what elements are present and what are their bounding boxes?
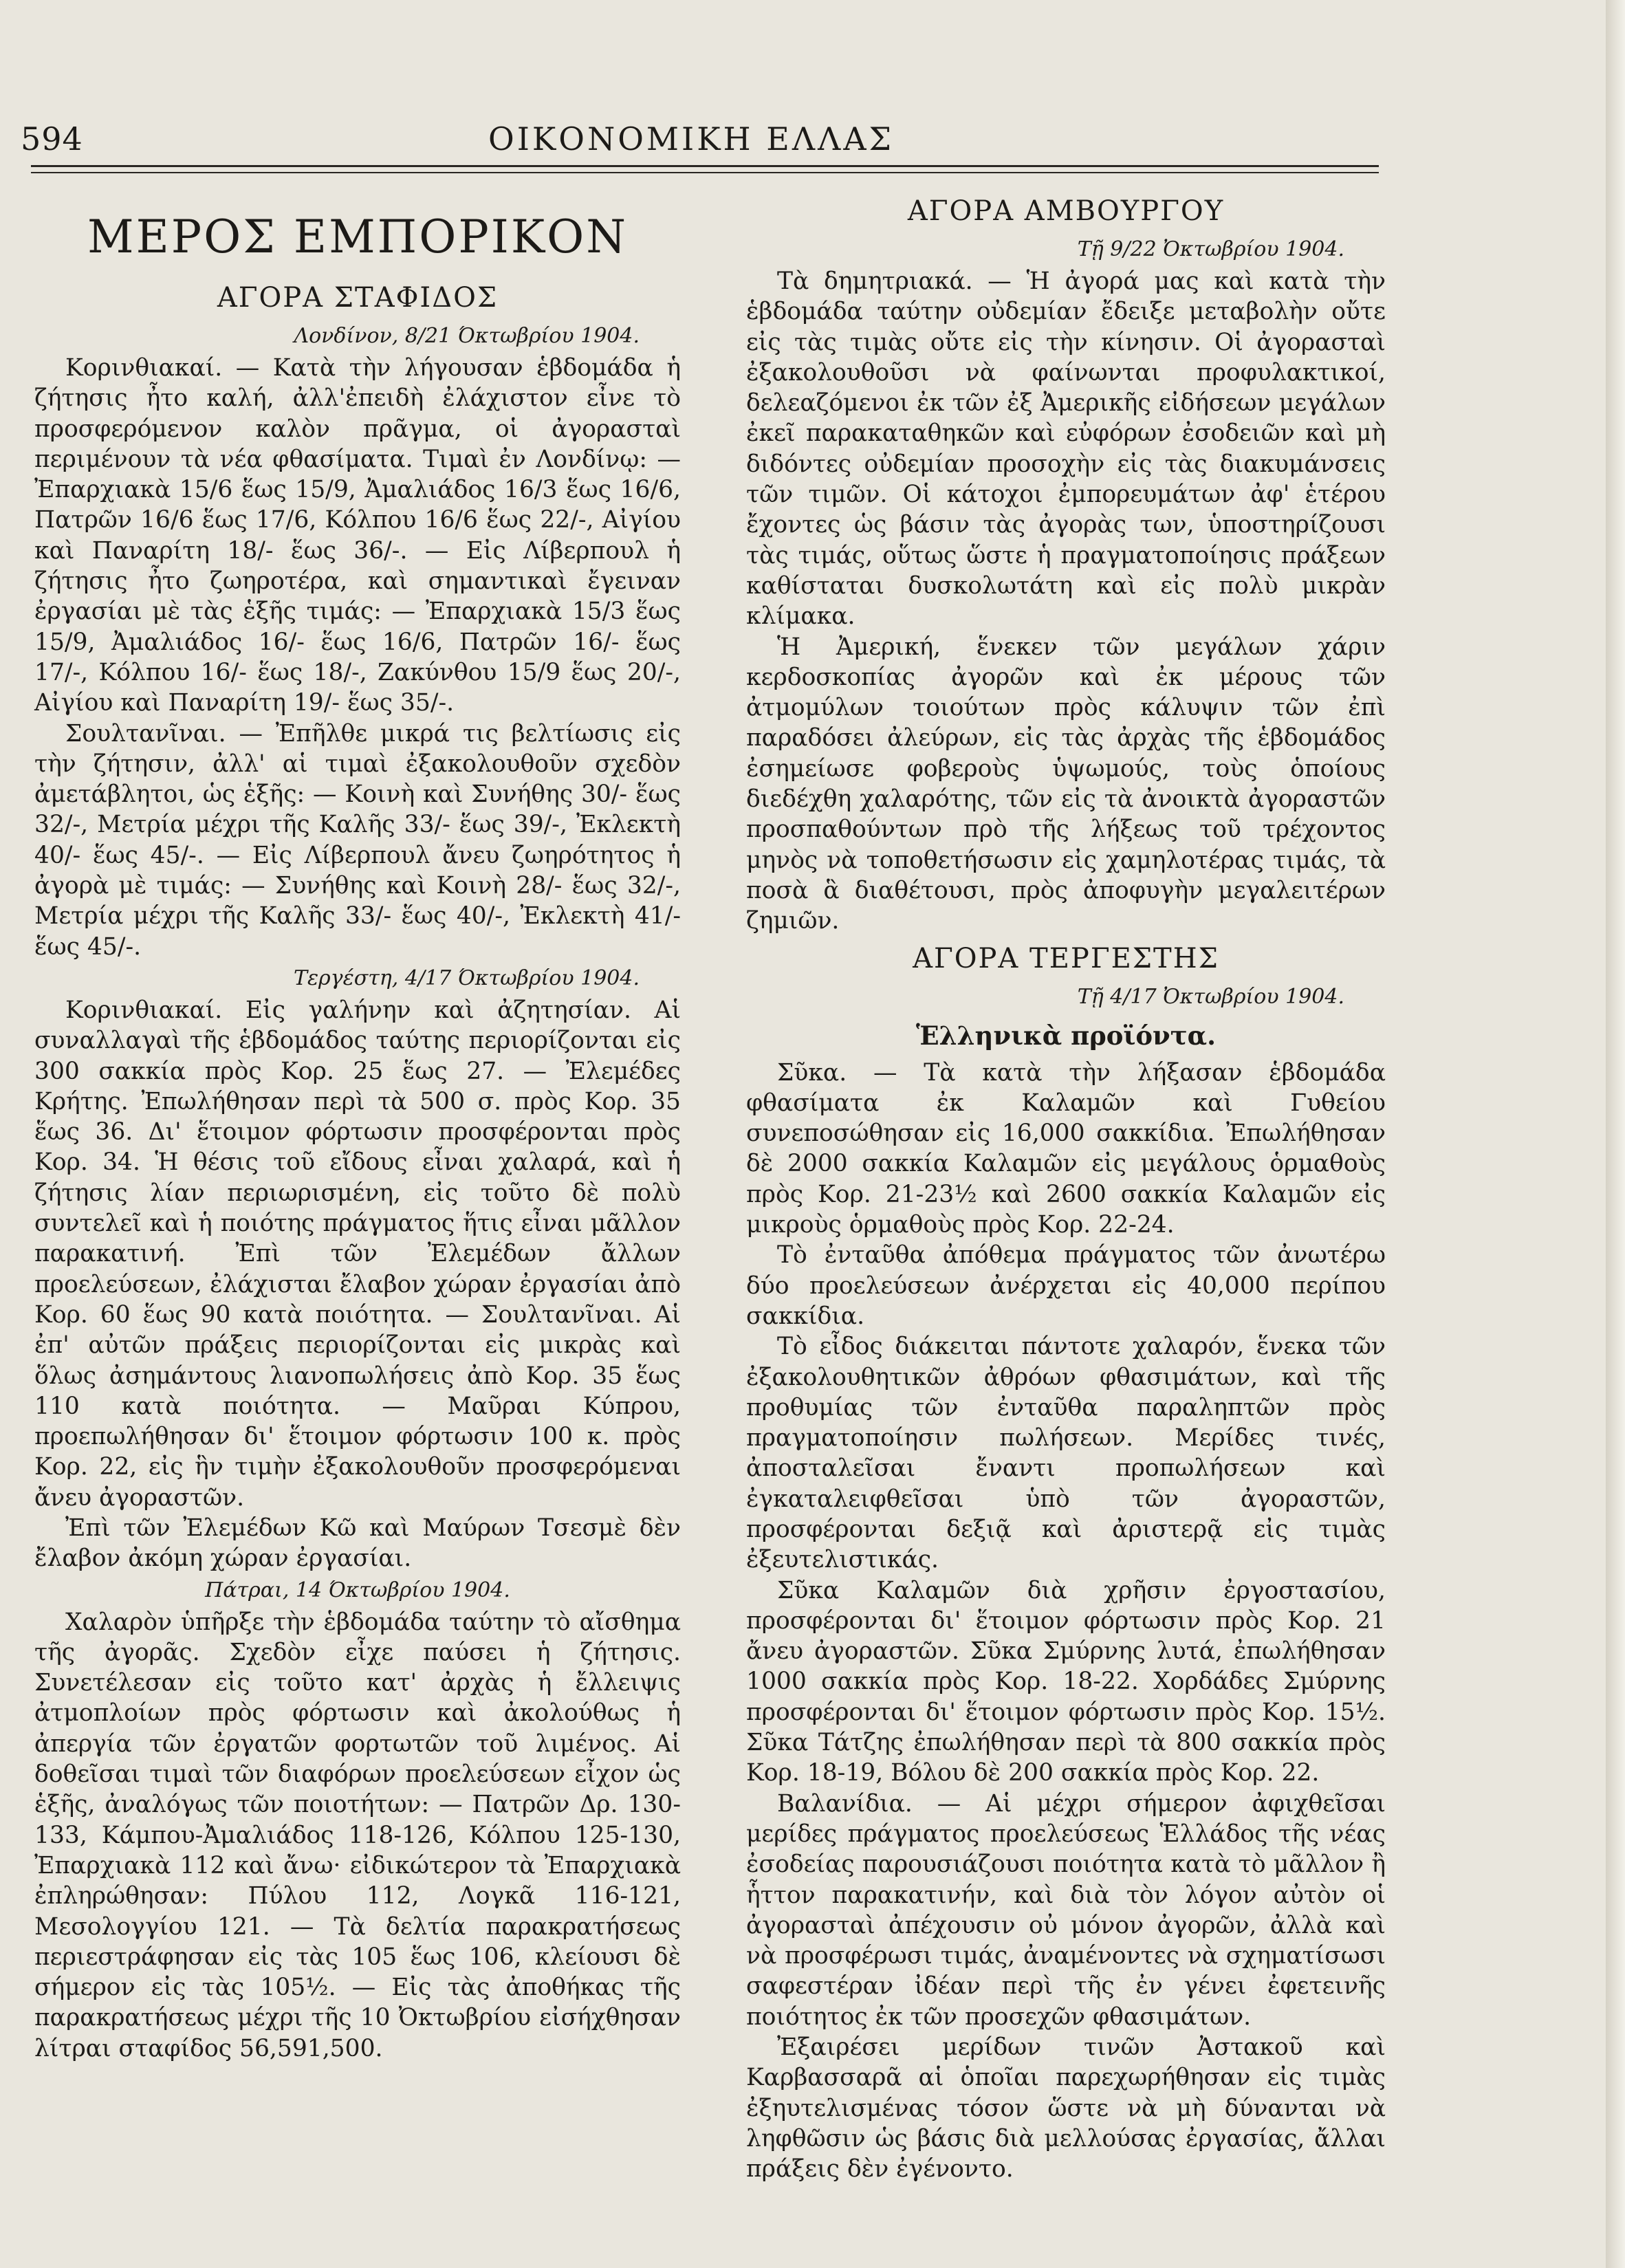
running-head: ΟΙΚΟΝΟΜΙΚΗ ΕΛΛΑΣ	[488, 120, 895, 157]
paragraph-valonia: Βαλανίδια. — Αἱ μέχρι σήμερον ἀφιχθεῖσαι μερίδες πράγματος προελεύσεως Ἑλλάδος τῆς νέας ἐσοδείας παρουσιάζουσι ποιότητα κατὰ τὸ μᾶλλον ἢ ἧττον παρακατινήν, καὶ διὰ τὸν λόγον αὐτὸν οἱ ἀγορασταὶ ἀπέχουσιν οὐ μόνον ἀγορῶν, ἀλλὰ καὶ νὰ προσφέρωσι τιμάς, ἀναμένοντες νὰ σχηματίσωσι σαφεστέραν ἰδέαν περὶ τῆς ἐν γένει ἐφετεινῆς ποιότητος ἐκ τῶν προσεχῶν φθασιμάτων.	[746, 1789, 1386, 2031]
page-edge	[1606, 0, 1625, 2268]
section-title-hamburg-market: ΑΓΟΡΑ ΑΜΒΟΥΡΓΟΥ	[907, 195, 1225, 227]
paragraph-figs: Σῦκα. — Τὰ κατὰ τὴν λήξασαν ἑβδομάδα φθασίματα ἐκ Καλαμῶν καὶ Γυθείου συνεποσώθησαν εἰς 16,000 σακκίδια. Ἐπωλήθησαν δὲ 2000 σακκία Καλαμῶν εἰς μεγάλους ὁρμαθοὺς πρὸς Κορ. 21-23½ καὶ 2600 σακκία Καλαμῶν εἰς μικροὺς ὁρμαθοὺς πρὸς Κορ. 22-24.	[746, 1058, 1386, 1239]
header-rule-secondary	[31, 172, 1379, 173]
dateline-trieste: Τεργέστη, 4/17 Όκτωβρίου 1904.	[293, 966, 640, 990]
paragraph-valonia-exceptions: Ἐξαιρέσει μερίδων τινῶν Ἀστακοῦ καὶ Καρβασσαρᾶ αἱ ὁποῖαι παρεχωρήθησαν εἰς τιμὰς ἐξηυτελισμένας τόσον ὥστε νὰ μὴ δύνανται νὰ ληφθῶσιν ὡς βάσις διὰ μελλούσας ἐργασίας, ἄλλαι πράξεις δὲν ἐγένοντο.	[746, 2033, 1386, 2183]
paragraph-cereals: Τὰ δημητριακά. — Ἡ ἀγορά μας καὶ κατὰ τὴν ἑβδομάδα ταύτην οὐδεμίαν ἔδειξε μεταβολὴν οὔτε εἰς τὰς τιμὰς οὔτε εἰς τὴν κίνησιν. Οἱ ἀγορασταὶ ἐξακολουθοῦσι νὰ φαίνωνται προφυλακτικοί, δελεαζόμενοι ἐκ τῶν ἐξ Ἀμερικῆς εἰδήσεων μεγάλων ἐκεῖ παρακαταθηκῶν καὶ εὐφόρων ἐσοδειῶν καὶ μὴ διδόντες οὐδεμίαν προσοχὴν εἰς τὰς διακυμάνσεις τῶν τιμῶν. Οἱ κάτοχοι ἐμπορευμάτων ἀφ' ἑτέρου ἔχοντες ὡς βάσιν τὰς ἀγορὰς των, ὑποστηρίζουσι τὰς τιμάς, οὕτως ὥστε ἡ πραγματοποίησις πράξεων καθίσταται δυσκολωτάτη καὶ εἰς πολὺ μικρὰν κλίμακα.	[746, 268, 1386, 631]
right-column	[746, 189, 1386, 2185]
paragraph-elemedes-kos: Ἐπὶ τῶν Ἐλεμέδων Κῶ καὶ Μαύρων Τσεσμὲ δὲν ἔλαβον ἀκόμη χώραν ἐργασίαι.	[34, 1514, 681, 1573]
dateline-trieste-right: Τῇ 4/17 Ὀκτωβρίου 1904.	[1077, 984, 1344, 1009]
paragraph-america: Ἡ Ἀμερική, ἕνεκεν τῶν μεγάλων χάριν κερδοσκοπίας ἀγορῶν καὶ ἐκ μέρους τῶν ἀτμομύλων τοιούτων πρὸς κάλυψιν τῶν ἐπὶ παραδόσει ἀλεύρων, εἰς τὰς ἀρχὰς τῆς ἑβδομάδος ἐσημείωσε φοβεροὺς ὑψωμούς, τοὺς ὁποίους διεδέχθη χαλαρότης, τῶν εἰς τὰ ἀνοικτὰ ἀγοραστῶν προσπαθούντων πρὸ τῆς λήξεως τοῦ τρέχοντος μηνὸς νὰ τοποθετήσωσιν εἰς χαμηλοτέρας τιμάς, τὰ ποσὰ ἃ διαθέτουσι, πρὸς ἀποφυγὴν μεγαλειτέρων ζημιῶν.	[746, 633, 1386, 935]
part-title: ΜΕΡΟΣ ΕΜΠΟΡΙΚΟΝ	[87, 210, 628, 263]
dateline-patras: Πάτραι, 14 Όκτωβρίου 1904.	[205, 1578, 510, 1602]
paragraph-sultanas-london: Σουλτανῖναι. — Ἐπῆλθε μικρά τις βελτίωσις εἰς τὴν ζήτησιν, ἀλλ' αἱ τιμαὶ ἐξακολουθοῦν σχεδὸν ἀμετάβλητοι, ὡς ἑξῆς: — Κοινὴ καὶ Συνήθης 30/- ἕως 32/-, Μετρία μέχρι τῆς Καλῆς 33/- ἕως 39/-, Ἐκλεκτὴ 40/- ἕως 45/-. — Εἰς Λίβερπουλ ἄνευ ζωηρότητος ἡ ἀγορὰ μὲ τιμάς: — Συνήθης καὶ Κοινὴ 28/- ἕως 32/-, Μετρία μέχρι τῆς Καλῆς 33/- ἕως 40/-, Ἐκλεκτὴ 41/- ἕως 45/-.	[34, 719, 681, 961]
paragraph-currants-trieste: Κορινθιακαί. Εἰς γαλήνην καὶ ἀζητησίαν. Αἱ συναλλαγαὶ τῆς ἑβδομάδος ταύτης περιορίζονται εἰς 300 σακκία πρὸς Κορ. 25 ἕως 27. — Ἐλεμέδες Κρήτης. Ἐπωλήθησαν περὶ τὰ 500 σ. πρὸς Κορ. 35 ἕως 36. Δι' ἕτοιμον φόρτωσιν προσφέρονται πρὸς Κορ. 34. Ἡ θέσις τοῦ εἴδους εἶναι χαλαρά, καὶ ἡ ζήτησις λίαν περιωρισμένη, εἰς τοῦτο δὲ πολὺ συντελεῖ καὶ ἡ ποιότης πράγματος ἥτις εἶναι μᾶλλον παρακατινή. Ἐπὶ τῶν Ἐλεμέδων ἄλλων προελεύσεων, ἐλάχισται ἔλαβον χώραν ἐργασίαι ἀπὸ Κορ. 60 ἕως 90 κατὰ ποιότητα. — Σουλτανῖναι. Αἱ ἐπ' αὐτῶν πράξεις περιορίζονται εἰς μικρὰς καὶ ὅλως ἀσημάντους λιανοπωλήσεις ἀπὸ Κορ. 35 ἕως 110 κατὰ ποιότητα. — Μαῦραι Κύπρου, προεπωλήθησαν δι' ἕτοιμον φόρτωσιν 100 κ. πρὸς Κορ. 22, εἰς ἣν τιμὴν ἐξακολουθοῦν προσφερόμεναι ἄνευ ἀγοραστῶν.	[34, 996, 681, 1512]
page-header	[21, 120, 1382, 162]
paragraph-patras-market: Χαλαρὸν ὑπῆρξε τὴν ἑβδομάδα ταύτην τὸ αἴσθημα τῆς ἀγορᾶς. Σχεδὸν εἶχε παύσει ἡ ζήτησις. Συνετέλεσαν εἰς τοῦτο κατ' ἀρχὰς ἡ ἔλλειψις ἀτμοπλοίων πρὸς φόρτωσιν καὶ ἀκολούθως ἡ ἀπεργία τῶν ἐργατῶν φορτωτῶν τοῦ λιμένος. Αἱ δοθεῖσαι τιμαὶ τῶν διαφόρων προελεύσεων εἶχον ὡς ἑξῆς, ἀναλόγως τῶν ποιοτήτων: — Πατρῶν Δρ. 130-133, Κάμπου-Ἀμαλιάδος 118-126, Κόλπου 125-130, Ἐπαρχιακὰ 112 καὶ ἄνω· εἰδικώτερον τὰ Ἐπαρχιακὰ ἐπληρώθησαν: Πύλου 112, Λογκᾶ 116-121, Μεσολογγίου 121. — Τὰ δελτία παρακρατήσεως περιεστράφησαν εἰς τὰς 105 ἕως 106, κλείουσι δὲ σήμερον εἰς τὰς 105½. — Εἰς τὰς ἀποθήκας τῆς παρακρατήσεως μέχρι τῆς 10 Ὀκτωβρίου εἰσήχθησαν λίτραι σταφίδος 56,591,500.	[34, 1608, 681, 2062]
section-title-currant-market: ΑΓΟΡΑ ΣΤΑΦΙΔΟΣ	[217, 282, 499, 314]
subhead-greek-products: Ἑλληνικὰ προϊόντα.	[916, 1020, 1216, 1051]
paragraph-currants-london: Κορινθιακαί. — Κατὰ τὴν λήγουσαν ἑβδομάδα ἡ ζήτησις ἦτο καλή, ἀλλ'ἐπειδὴ ἐλάχιστον εἶνε τὸ προσφερόμενον καλὸν πρᾶγμα, οἱ ἀγορασταὶ περιμένουν τὰ νέα φθασίματα. Τιμαὶ ἐν Λονδίνῳ: — Ἐπαρχιακὰ 15/6 ἕως 15/9, Ἀμαλιάδος 16/3 ἕως 16/6, Πατρῶν 16/6 ἕως 17/6, Κόλπου 16/6 ἕως 22/-, Αἰγίου καὶ Παναρίτη 18/- ἕως 36/-. — Εἰς Λίβερπουλ ἡ ζήτησις ἦτο ζωηροτέρα, καὶ σημαντικαὶ ἔγειναν ἐργασίαι μὲ τὰς ἑξῆς τιμάς: — Ἐπαρχιακὰ 15/3 ἕως 15/9, Ἀμαλιάδος 16/- ἕως 16/6, Πατρῶν 16/- ἕως 17/-, Κόλπου 16/- ἕως 18/-, Ζακύνθου 15/9 ἕως 20/-, Αἰγίου καὶ Παναρίτη 19/- ἕως 35/-.	[34, 354, 681, 717]
page-number: 594	[21, 120, 83, 157]
section-title-trieste-market: ΑΓΟΡΑ ΤΕΡΓΕΣΤΗΣ	[913, 942, 1219, 974]
left-column	[34, 196, 681, 2064]
dateline-london: Λονδίνον, 8/21 Όκτωβρίου 1904.	[294, 324, 640, 348]
paragraph-figs-prices: Σῦκα Καλαμῶν διὰ χρῆσιν ἐργοστασίου, προσφέρονται δι' ἕτοιμον φόρτωσιν πρὸς Κορ. 21 ἄνευ ἀγοραστῶν. Σῦκα Σμύρνης λυτά, ἐπωλήθησαν 1000 σακκία πρὸς Κορ. 18-22. Χορδάδες Σμύρνης προσφέρονται δι' ἕτοιμον φόρτωσιν πρὸς Κορ. 15½. Σῦκα Τάτζης ἐπωλήθησαν περὶ τὰ 800 σακκία πρὸς Κορ. 18-19, Βόλου δὲ 200 σακκία πρὸς Κορ. 22.	[746, 1576, 1386, 1787]
dateline-hamburg: Τῇ 9/22 Ὀκτωβρίου 1904.	[1077, 237, 1344, 261]
paragraph-figs-market: Τὸ εἶδος διάκειται πάντοτε χαλαρόν, ἕνεκα τῶν ἐξακολουθητικῶν ἀθρόων φθασιμάτων, καὶ τῆς προθυμίας τῶν ἐνταῦθα παραληπτῶν πρὸς πραγματοποίησιν πωλήσεων. Μερίδες τινές, ἀποσταλεῖσαι ἔναντι προπωλήσεων καὶ ἐγκαταλειφθεῖσαι ὑπὸ τῶν ἀγοραστῶν, προσφέρονται δεξιᾷ καὶ ἀριστερᾷ εἰς τιμὰς ἐξευτελιστικάς.	[746, 1333, 1386, 1574]
header-rule	[31, 165, 1379, 167]
paragraph-figs-stock: Τὸ ἐνταῦθα ἀπόθεμα πράγματος τῶν ἀνωτέρω δύο προελεύσεων ἀνέρχεται εἰς 40,000 περίπου σακκίδια.	[746, 1241, 1386, 1330]
